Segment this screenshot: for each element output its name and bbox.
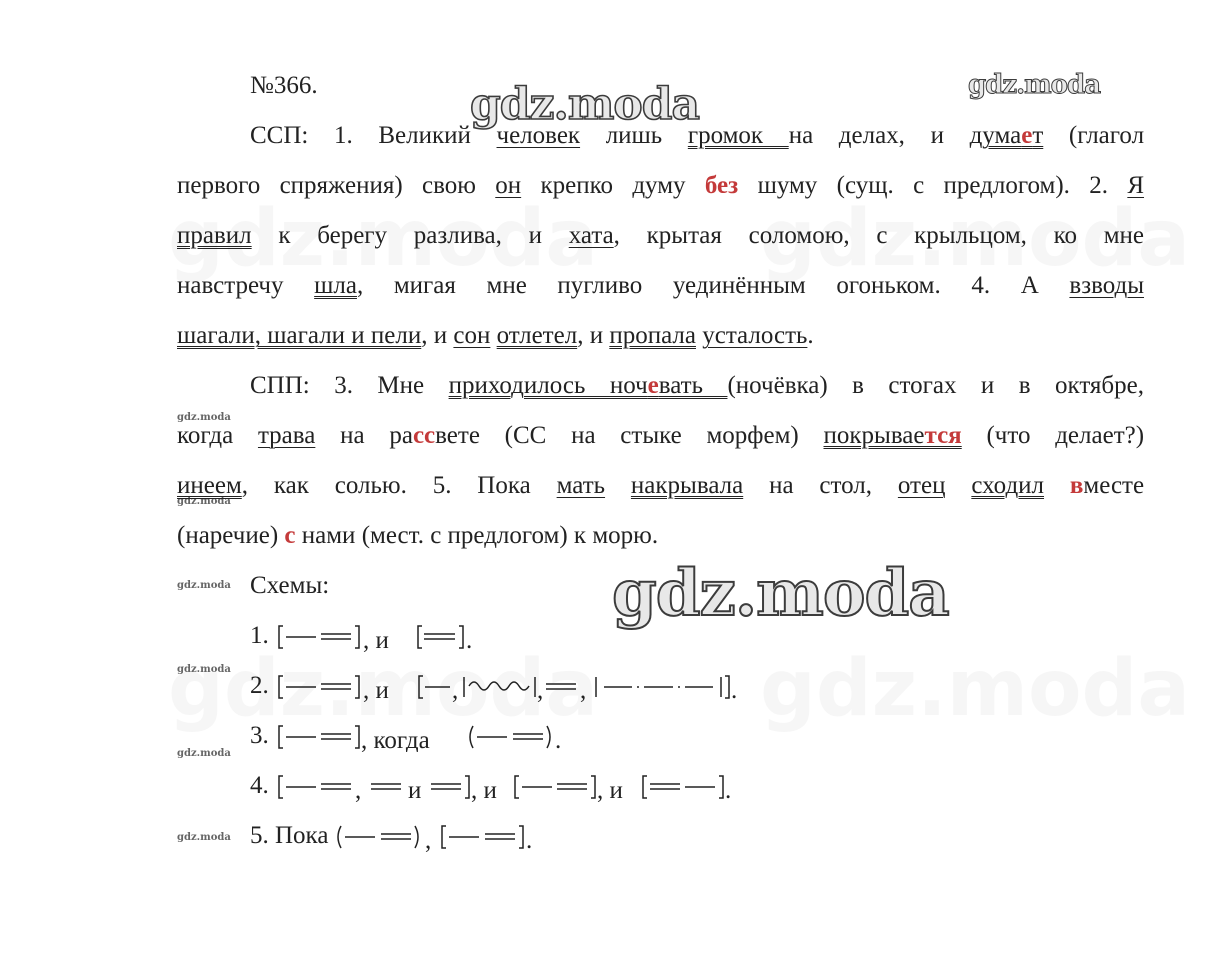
- predicate: думает: [969, 122, 1044, 149]
- subject: Я: [1127, 172, 1145, 199]
- schemes-label: Схемы:: [250, 572, 330, 599]
- ssp-line-4: навстречу шла, мигая мне пугливо уединённым огоньком. 4. А взводы: [177, 272, 1145, 299]
- spp-line-4: (наречие) с нами (мест. с предлогом) к морю.: [177, 522, 659, 549]
- spp-line-2: когда трава на рассвете (СС на стыке морфем) покрывается (что делает?): [177, 422, 1145, 449]
- predicate: сходил: [971, 472, 1045, 499]
- ssp-line-3: правил к берегу разлива, и хата, крытая соломою, с крыльцом, ко мне: [177, 222, 1145, 249]
- predicate: правил: [177, 222, 252, 249]
- margin-watermark: gdz.moda: [177, 832, 231, 843]
- predicate: пропала: [609, 322, 696, 349]
- scheme-3-graphic: [275, 722, 575, 752]
- spp-line-1: СПП: 3. Мне приходилось ночевать (ночёвка) в стогах и в октябре,: [250, 372, 1144, 399]
- svg-text:,: ,: [580, 677, 587, 703]
- predicate: приходилось ночевать: [448, 372, 728, 399]
- svg-text:.: .: [725, 777, 732, 803]
- svg-text:, и: , и: [597, 777, 623, 803]
- watermark-logo: gdz.moda: [968, 70, 1101, 100]
- svg-text:и: и: [408, 777, 422, 803]
- highlight: без: [704, 172, 739, 199]
- ssp-line-1: ССП: 1. Великий человек лишь громок на делах, и думает (глагол: [250, 122, 1145, 149]
- svg-text:, когда: , когда: [361, 727, 430, 753]
- svg-text:,: ,: [452, 677, 459, 703]
- margin-watermark: gdz.moda: [177, 496, 231, 507]
- background-watermark: [760, 650, 1190, 728]
- svg-text:.: .: [466, 627, 473, 653]
- scheme-4-graphic: [275, 772, 755, 802]
- scheme-4: 4. , и , и , и .: [250, 771, 755, 802]
- scheme-5: 5. Пока , .: [250, 821, 555, 852]
- svg-text:.: .: [731, 677, 738, 703]
- scheme-5-graphic: [335, 822, 555, 852]
- margin-watermark: gdz.moda: [177, 580, 231, 591]
- scheme-2: 2. , и , , , .: [250, 671, 775, 702]
- subject: человек: [496, 122, 581, 149]
- subject: сон: [453, 322, 491, 349]
- scheme-1-graphic: [275, 622, 475, 652]
- predicate: шагали, шагали и пели: [177, 322, 422, 349]
- predicate: инеем: [177, 472, 242, 499]
- predicate: громок: [687, 122, 789, 149]
- scheme-1: 1. , и .: [250, 621, 475, 652]
- subject: мать: [556, 472, 606, 499]
- predicate: накрывала: [630, 472, 744, 499]
- watermark-logo: gdz.moda: [470, 79, 700, 130]
- spp-line-3: инеем, как солью. 5. Пока мать накрывала на стол, отец сходил вместе: [177, 472, 1145, 499]
- ssp-line-5: шагали, шагали и пели, и сон отлетел, и пропала усталость.: [177, 322, 814, 349]
- subject: усталость: [702, 322, 808, 349]
- margin-watermark: gdz.moda: [177, 748, 231, 759]
- subject: взводы: [1069, 272, 1145, 299]
- exercise-number: №366.: [250, 72, 318, 99]
- svg-text:,: ,: [355, 777, 362, 803]
- svg-text:.: .: [525, 827, 532, 853]
- watermark-logo: gdz.moda: [612, 556, 949, 631]
- subject: отец: [897, 472, 946, 499]
- scheme-2-graphic: [275, 672, 775, 702]
- svg-text:,: ,: [537, 677, 544, 703]
- ssp-line-2: первого спряжения) свою он крепко думу без шуму (сущ. с предлогом). 2. Я: [177, 172, 1145, 199]
- subject: хата: [568, 222, 614, 249]
- svg-text:, и: , и: [471, 777, 497, 803]
- margin-watermark: gdz.moda: [177, 412, 231, 423]
- predicate: покрывается: [823, 422, 962, 449]
- margin-watermark: gdz.moda: [177, 664, 231, 675]
- predicate: шла: [314, 272, 357, 299]
- subject: трава: [257, 422, 316, 449]
- svg-text:, и: , и: [363, 627, 389, 653]
- svg-text:, и: , и: [363, 677, 389, 703]
- svg-text:,: ,: [424, 827, 431, 853]
- predicate: отлетел: [496, 322, 578, 349]
- scheme-3: 3. , когда .: [250, 721, 575, 752]
- subject: он: [495, 172, 522, 199]
- svg-text:.: .: [555, 727, 562, 753]
